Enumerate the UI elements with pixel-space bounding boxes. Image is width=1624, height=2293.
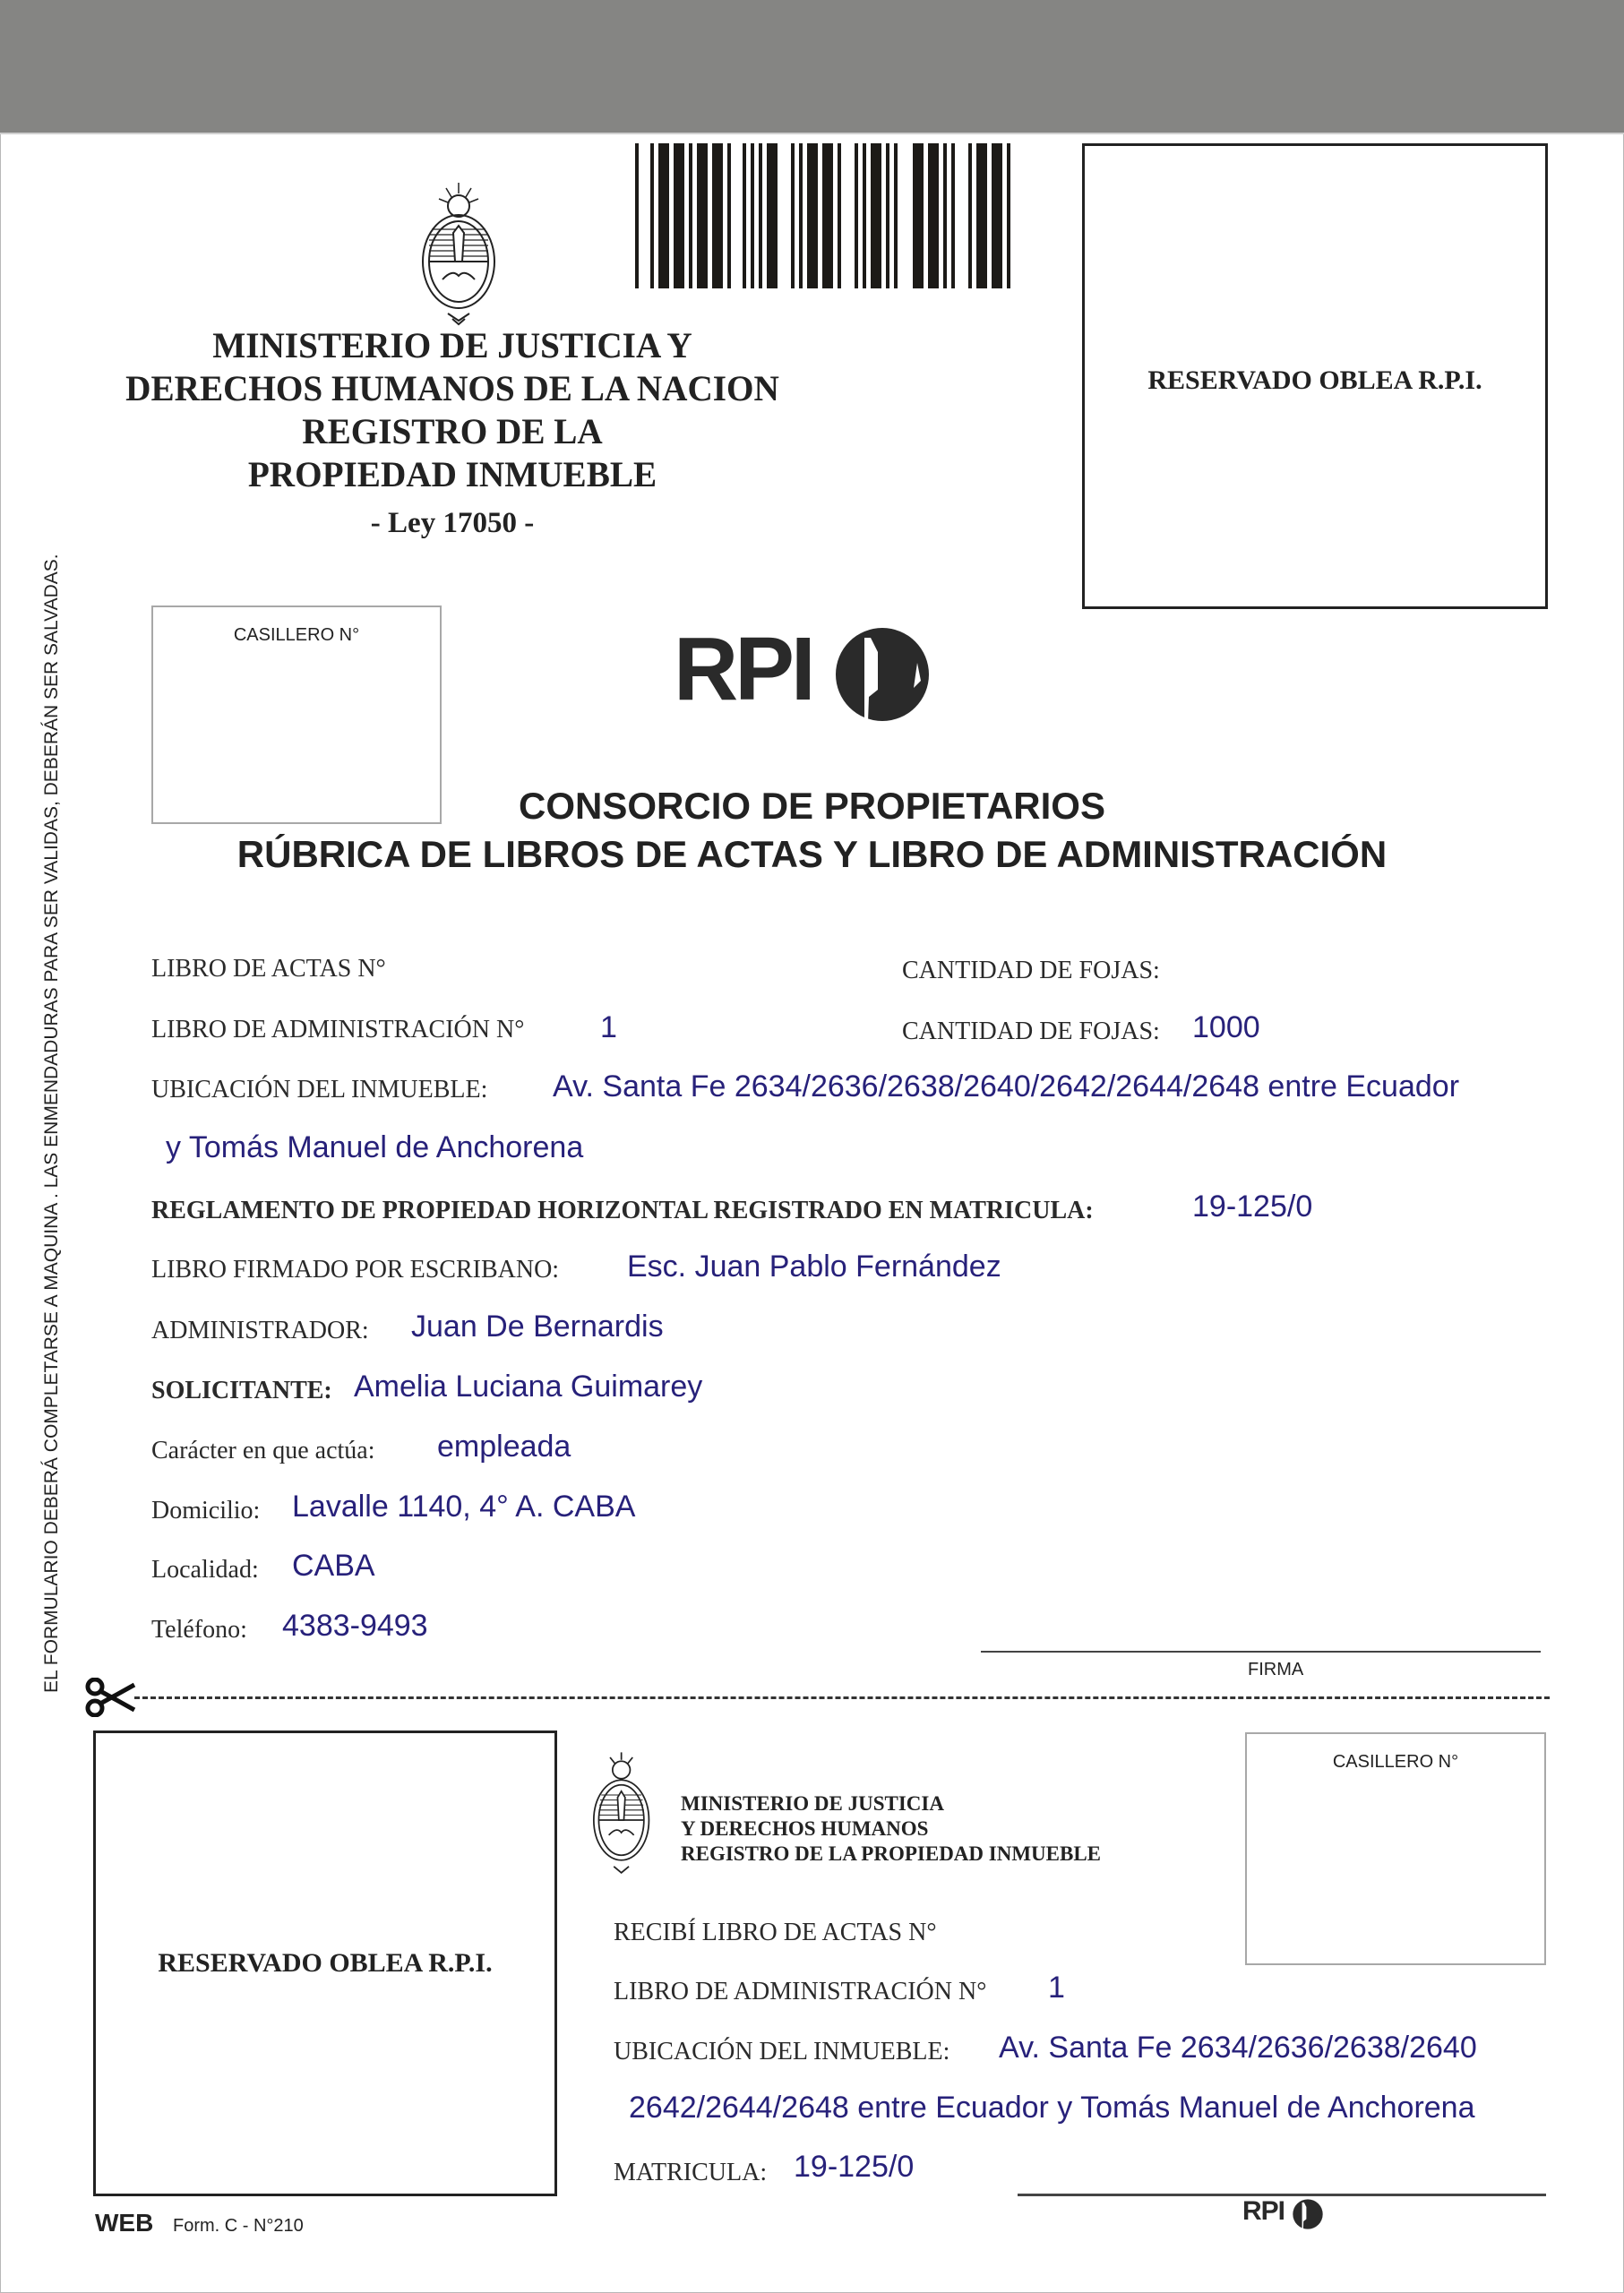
casillero-box-bottom[interactable] (1245, 1732, 1546, 1965)
footer-web-label: WEB (95, 2209, 154, 2237)
side-notice: EL FORMULARIO DEBERÁ COMPLETARSE A MAQUINA . LAS ENMENDADURAS PARA SER VALIDAS, DEBERÁN SER SALVADAS. (41, 554, 62, 1693)
libro-admin-label: LIBRO DE ADMINISTRACIÓN N° (151, 1016, 525, 1043)
administrador-value[interactable]: Juan De Bernardis (411, 1310, 664, 1344)
ubicacion-value-line1[interactable]: Av. Santa Fe 2634/2636/2638/2640/2642/2644/2648 entre Ecuador (553, 1069, 1460, 1104)
oblea-reserved-box-bottom (93, 1730, 557, 2196)
rpi-building-icon (835, 627, 930, 722)
reglamento-value[interactable]: 19-125/0 (1192, 1189, 1313, 1224)
scissors-icon (82, 1678, 138, 1717)
coat-of-arms-small-icon (582, 1751, 661, 1876)
fojas-admin-label: CANTIDAD DE FOJAS: (902, 1018, 1160, 1045)
receipt-ministry-line: Y DERECHOS HUMANOS (681, 1817, 929, 1840)
recibi-label: RECIBÍ LIBRO DE ACTAS N° (614, 1919, 937, 1946)
reglamento-label: REGLAMENTO DE PROPIEDAD HORIZONTAL REGISTRADO EN MATRICULA: (151, 1197, 1094, 1224)
receipt-ministry-line: MINISTERIO DE JUSTICIA (681, 1792, 944, 1815)
fojas-actas-label: CANTIDAD DE FOJAS: (902, 957, 1160, 984)
administrador-label: ADMINISTRADOR: (151, 1317, 369, 1344)
escribano-value[interactable]: Esc. Juan Pablo Fernández (627, 1250, 1001, 1284)
receipt-matricula-label: MATRICULA: (614, 2159, 768, 2186)
ubicacion-label: UBICACIÓN DEL INMUEBLE: (151, 1076, 488, 1104)
receipt-ministry-line: REGISTRO DE LA PROPIEDAD INMUEBLE (681, 1842, 1102, 1865)
casillero-label: CASILLERO N° (233, 625, 360, 645)
domicilio-value[interactable]: Lavalle 1140, 4° A. CABA (292, 1490, 636, 1524)
solicitante-label: SOLICITANTE: (151, 1377, 332, 1404)
libro-admin-value[interactable]: 1 (600, 1010, 617, 1044)
casillero-label-bottom: CASILLERO N° (1332, 1752, 1459, 1772)
receipt-libro-admin-value[interactable]: 1 (1048, 1971, 1065, 2005)
rpi-logo (674, 619, 942, 729)
form-title-line2: RÚBRICA DE LIBROS DE ACTAS Y LIBRO DE ADMINISTRACIÓN (236, 833, 1388, 875)
ubicacion-value-line2[interactable]: y Tomás Manuel de Anchorena (166, 1130, 584, 1164)
rpi-building-small-icon (1293, 2199, 1323, 2229)
localidad-value[interactable]: CABA (292, 1549, 375, 1583)
ministry-line: DERECHOS HUMANOS DE LA NACION (125, 368, 779, 408)
caracter-label: Carácter en que actúa: (151, 1437, 375, 1464)
receipt-matricula-value[interactable]: 19-125/0 (794, 2150, 915, 2184)
libro-actas-label: LIBRO DE ACTAS N° (151, 955, 386, 983)
rpi-logo-text: RPI (674, 619, 812, 719)
rpi-logo-small (1242, 2196, 1332, 2232)
receipt-libro-admin-label: LIBRO DE ADMINISTRACIÓN N° (614, 1978, 987, 2005)
ministry-line: PROPIEDAD INMUEBLE (247, 454, 657, 494)
telefono-value[interactable]: 4383-9493 (282, 1609, 428, 1643)
domicilio-label: Domicilio: (151, 1497, 261, 1524)
barcode (632, 143, 1014, 288)
fojas-admin-value[interactable]: 1000 (1192, 1010, 1260, 1044)
oblea-label: RESERVADO OBLEA R.P.I. (1147, 365, 1482, 395)
rpi-logo-small-text: RPI (1242, 2196, 1285, 2226)
caracter-value[interactable]: empleada (437, 1430, 571, 1464)
cut-line (134, 1696, 1550, 1699)
footer-form-code: Form. C - N°210 (173, 2216, 304, 2236)
law-reference: - Ley 17050 - (370, 507, 535, 539)
top-gray-band (0, 0, 1624, 134)
ministry-line: MINISTERIO DE JUSTICIA Y (212, 325, 692, 365)
telefono-label: Teléfono: (151, 1616, 247, 1644)
localidad-label: Localidad: (151, 1556, 259, 1584)
receipt-ministry-heading (681, 1791, 1101, 1867)
signature-line[interactable] (981, 1651, 1541, 1653)
signature-label: FIRMA (1248, 1660, 1304, 1679)
ministry-heading (88, 324, 816, 496)
oblea-reserved-box-top (1082, 143, 1548, 609)
solicitante-value[interactable]: Amelia Luciana Guimarey (354, 1370, 703, 1404)
coat-of-arms-icon (403, 179, 515, 327)
receipt-ubicacion-label: UBICACIÓN DEL INMUEBLE: (614, 2038, 950, 2065)
receipt-ubicacion-value-line1[interactable]: Av. Santa Fe 2634/2636/2638/2640 (999, 2031, 1477, 2065)
receipt-ubicacion-value-line2[interactable]: 2642/2644/2648 entre Ecuador y Tomás Manuel de Anchorena (629, 2091, 1475, 2125)
form-title-line1: CONSORCIO DE PROPIETARIOS (519, 785, 1105, 827)
escribano-label: LIBRO FIRMADO POR ESCRIBANO: (151, 1256, 560, 1284)
oblea-label-bottom: RESERVADO OBLEA R.P.I. (158, 1948, 493, 1978)
ministry-line: REGISTRO DE LA (302, 411, 603, 451)
